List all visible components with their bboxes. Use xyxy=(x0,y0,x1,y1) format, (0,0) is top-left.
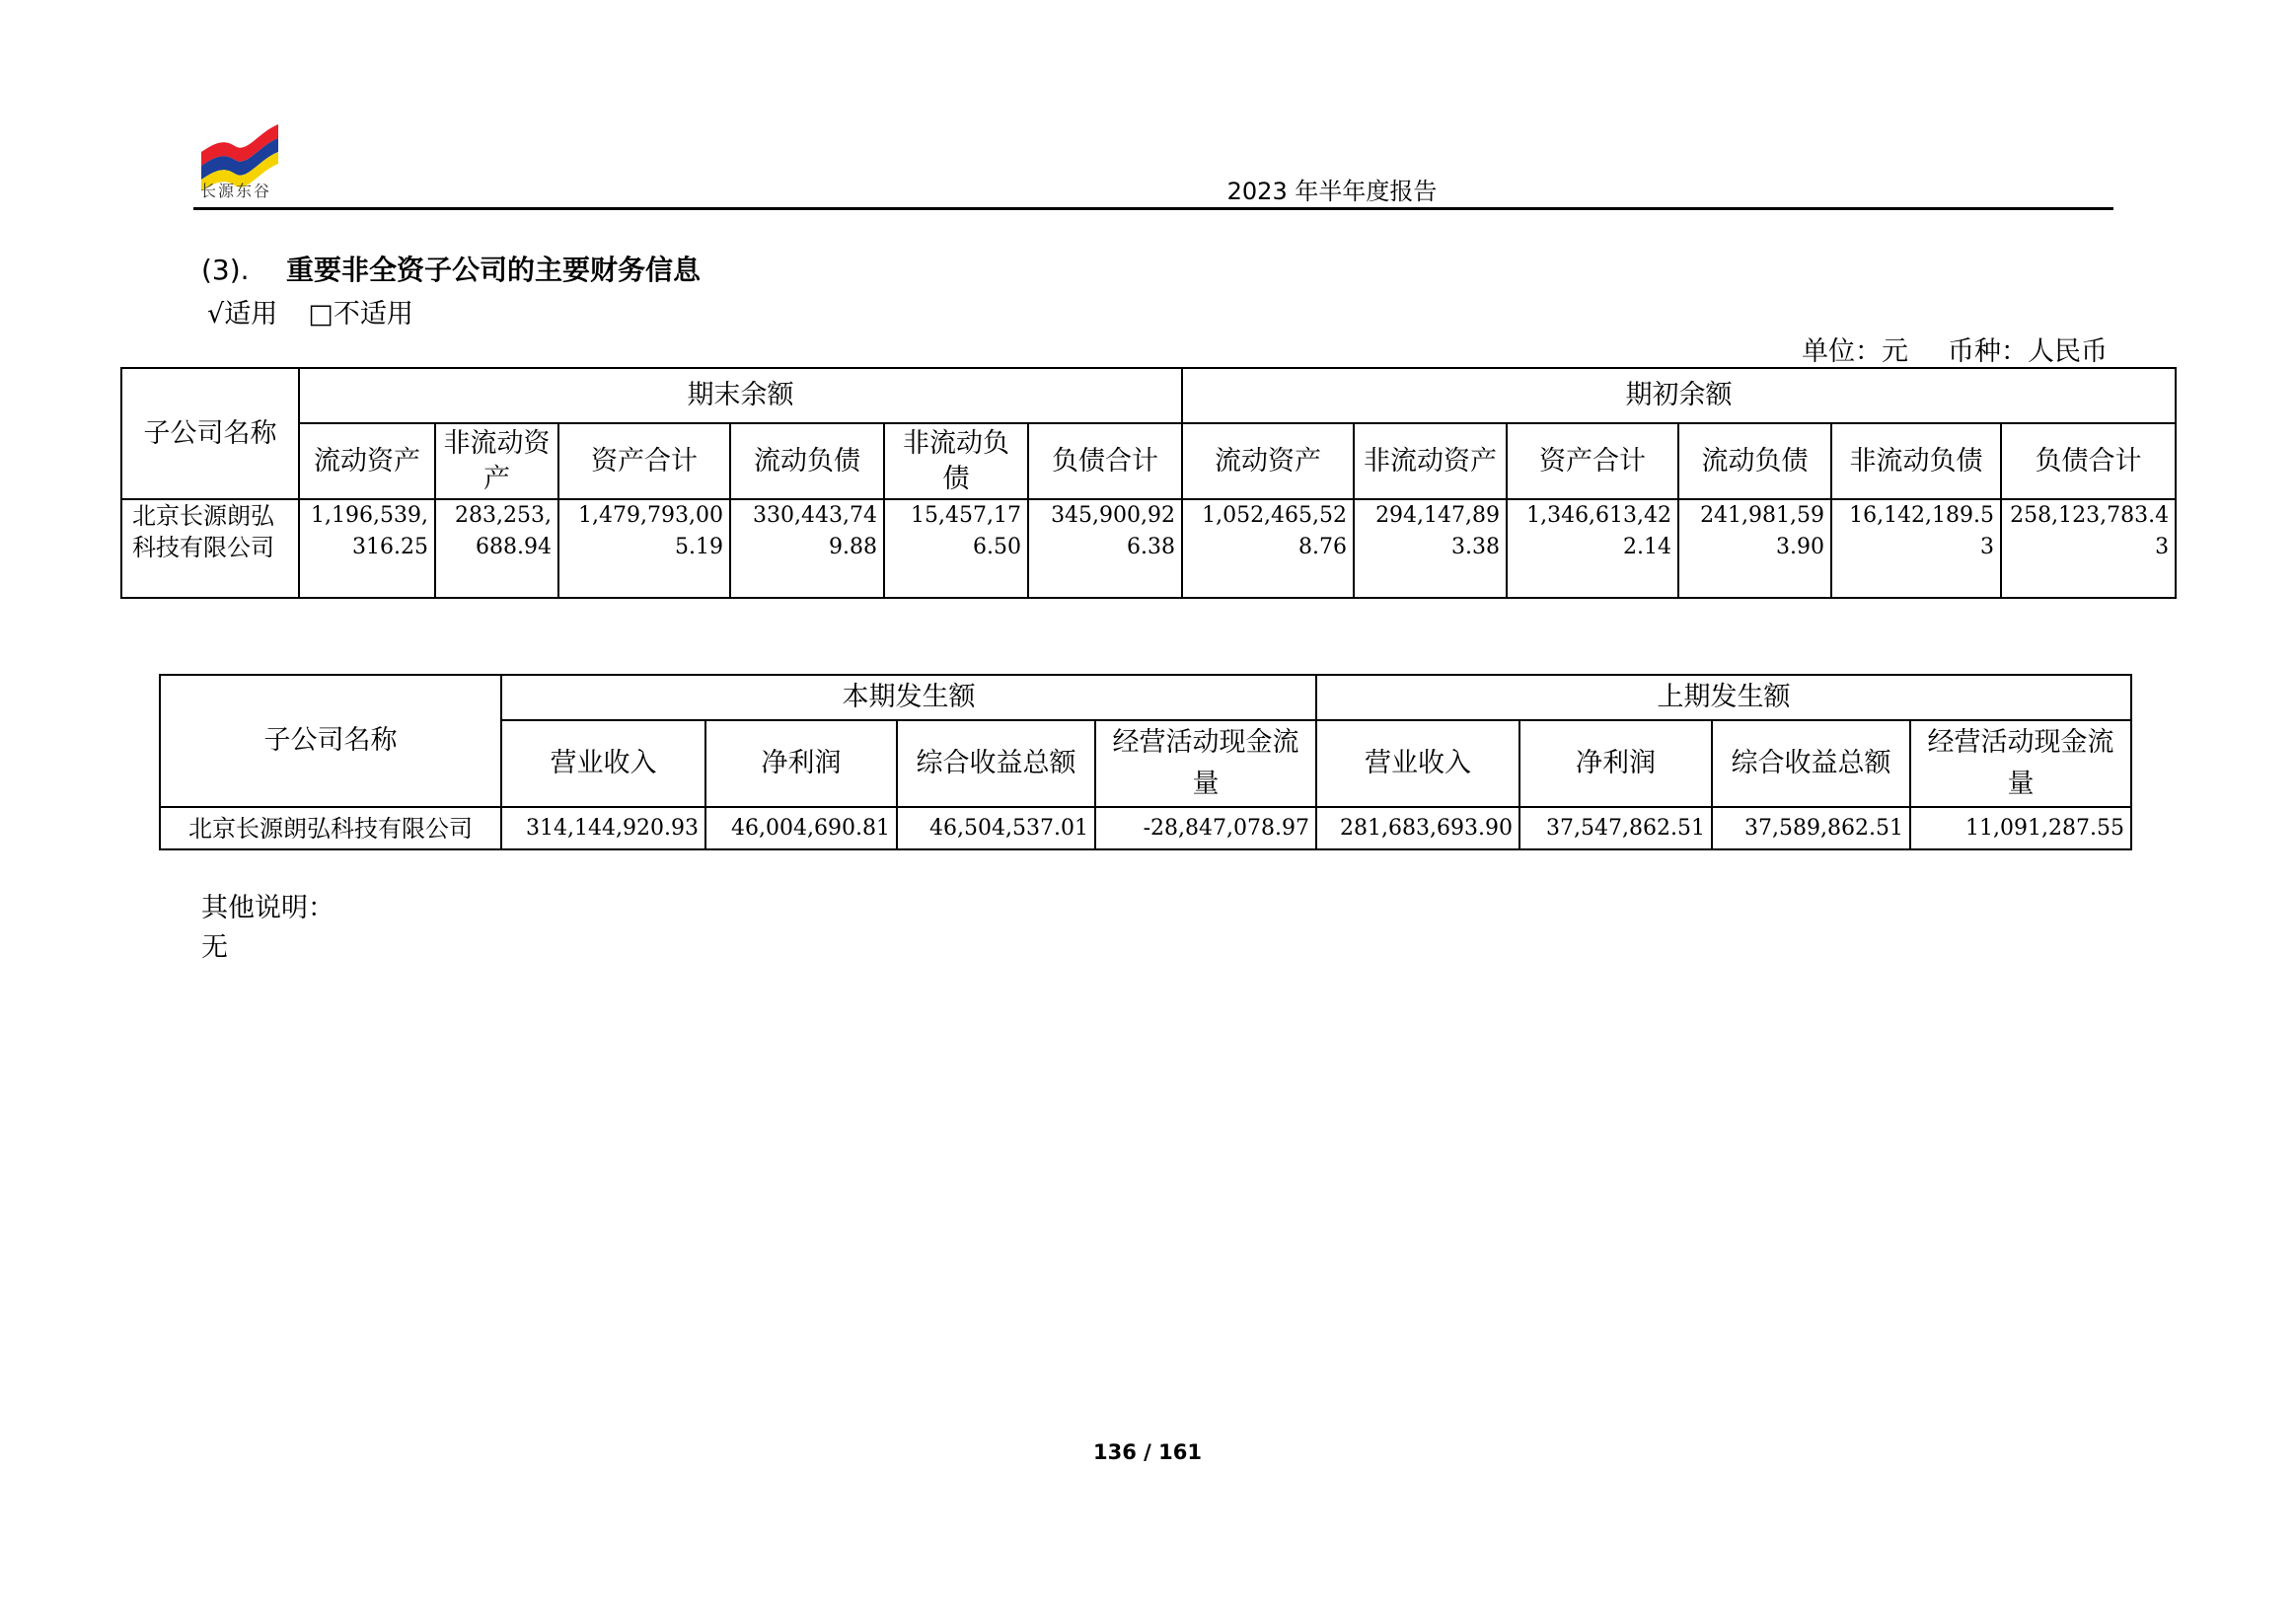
table-cell: 37,589,862.51 xyxy=(1712,807,1910,849)
not-applicable-checkbox: □不适用 xyxy=(308,299,413,330)
column-header: 负债合计 xyxy=(2001,423,2176,499)
column-header: 营业收入 xyxy=(1316,720,1519,807)
table-cell: 1,196,539,316.25 xyxy=(299,499,435,598)
section-title: 重要非全资子公司的主要财务信息 xyxy=(286,254,702,286)
column-header: 非流动负债 xyxy=(884,423,1028,499)
balance-sheet-table xyxy=(120,367,2177,599)
table-row xyxy=(121,499,2176,598)
table-cell: 46,504,537.01 xyxy=(897,807,1095,849)
subsidiary-name-header: 子公司名称 xyxy=(160,675,501,807)
prior-period-header: 上期发生额 xyxy=(1316,675,2131,720)
table-cell: 15,457,176.50 xyxy=(884,499,1028,598)
unit-currency-line xyxy=(1677,330,2108,368)
column-header: 综合收益总额 xyxy=(897,720,1095,807)
table-cell: 1,346,613,422.14 xyxy=(1507,499,1678,598)
column-header: 流动资产 xyxy=(1182,423,1354,499)
table-cell: 345,900,926.38 xyxy=(1028,499,1182,598)
table-cell: 1,052,465,528.76 xyxy=(1182,499,1354,598)
column-header: 流动负债 xyxy=(1678,423,1831,499)
column-header: 流动资产 xyxy=(299,423,435,499)
column-header: 综合收益总额 xyxy=(1712,720,1910,807)
other-notes-label: 其他说明： xyxy=(201,893,334,923)
period-end-balance-header: 期末余额 xyxy=(299,368,1182,423)
column-header: 非流动负债 xyxy=(1831,423,2001,499)
table-cell: 16,142,189.53 xyxy=(1831,499,2001,598)
unit-label: 单位：元 xyxy=(1802,336,1908,367)
table-cell: 11,091,287.55 xyxy=(1910,807,2131,849)
table-cell: 283,253,688.94 xyxy=(435,499,558,598)
table-cell: 46,004,690.81 xyxy=(705,807,897,849)
table-cell: 241,981,593.90 xyxy=(1678,499,1831,598)
column-header: 负债合计 xyxy=(1028,423,1182,499)
currency-label: 币种：人民币 xyxy=(1948,336,2108,367)
other-notes-value: 无 xyxy=(201,932,228,963)
table-cell: 37,547,862.51 xyxy=(1519,807,1712,849)
table-row xyxy=(160,807,2131,849)
income-statement-table xyxy=(159,674,2132,850)
period-begin-balance-header: 期初余额 xyxy=(1182,368,2176,423)
column-header: 净利润 xyxy=(1519,720,1712,807)
column-header: 经营活动现金流量 xyxy=(1095,720,1316,807)
column-header: 净利润 xyxy=(705,720,897,807)
subsidiary-name-header: 子公司名称 xyxy=(121,368,299,499)
column-header: 非流动资产 xyxy=(1354,423,1507,499)
section-heading xyxy=(201,249,701,288)
column-header: 资产合计 xyxy=(558,423,730,499)
logo-text: 长源东谷 xyxy=(200,182,272,200)
report-title: 2023 年半年度报告 xyxy=(1226,178,1438,205)
subsidiary-name: 北京长源朗弘科技有限公司 xyxy=(121,499,299,598)
section-number: (3). xyxy=(201,254,250,286)
page-number: 136 / 161 xyxy=(1093,1440,1202,1464)
table-cell: -28,847,078.97 xyxy=(1095,807,1316,849)
applicability-options xyxy=(207,292,413,331)
table-cell: 294,147,893.38 xyxy=(1354,499,1507,598)
column-header: 流动负债 xyxy=(730,423,884,499)
current-period-header: 本期发生额 xyxy=(501,675,1316,720)
table-cell: 330,443,749.88 xyxy=(730,499,884,598)
table-cell: 314,144,920.93 xyxy=(501,807,705,849)
column-header: 资产合计 xyxy=(1507,423,1678,499)
table-cell: 281,683,693.90 xyxy=(1316,807,1519,849)
column-header: 经营活动现金流量 xyxy=(1910,720,2131,807)
header-divider xyxy=(193,207,2113,210)
table-cell: 1,479,793,005.19 xyxy=(558,499,730,598)
subsidiary-name: 北京长源朗弘科技有限公司 xyxy=(160,807,501,849)
applicable-checkbox: √适用 xyxy=(207,299,278,330)
table-cell: 258,123,783.43 xyxy=(2001,499,2176,598)
column-header: 非流动资产 xyxy=(435,423,558,499)
column-header: 营业收入 xyxy=(501,720,705,807)
